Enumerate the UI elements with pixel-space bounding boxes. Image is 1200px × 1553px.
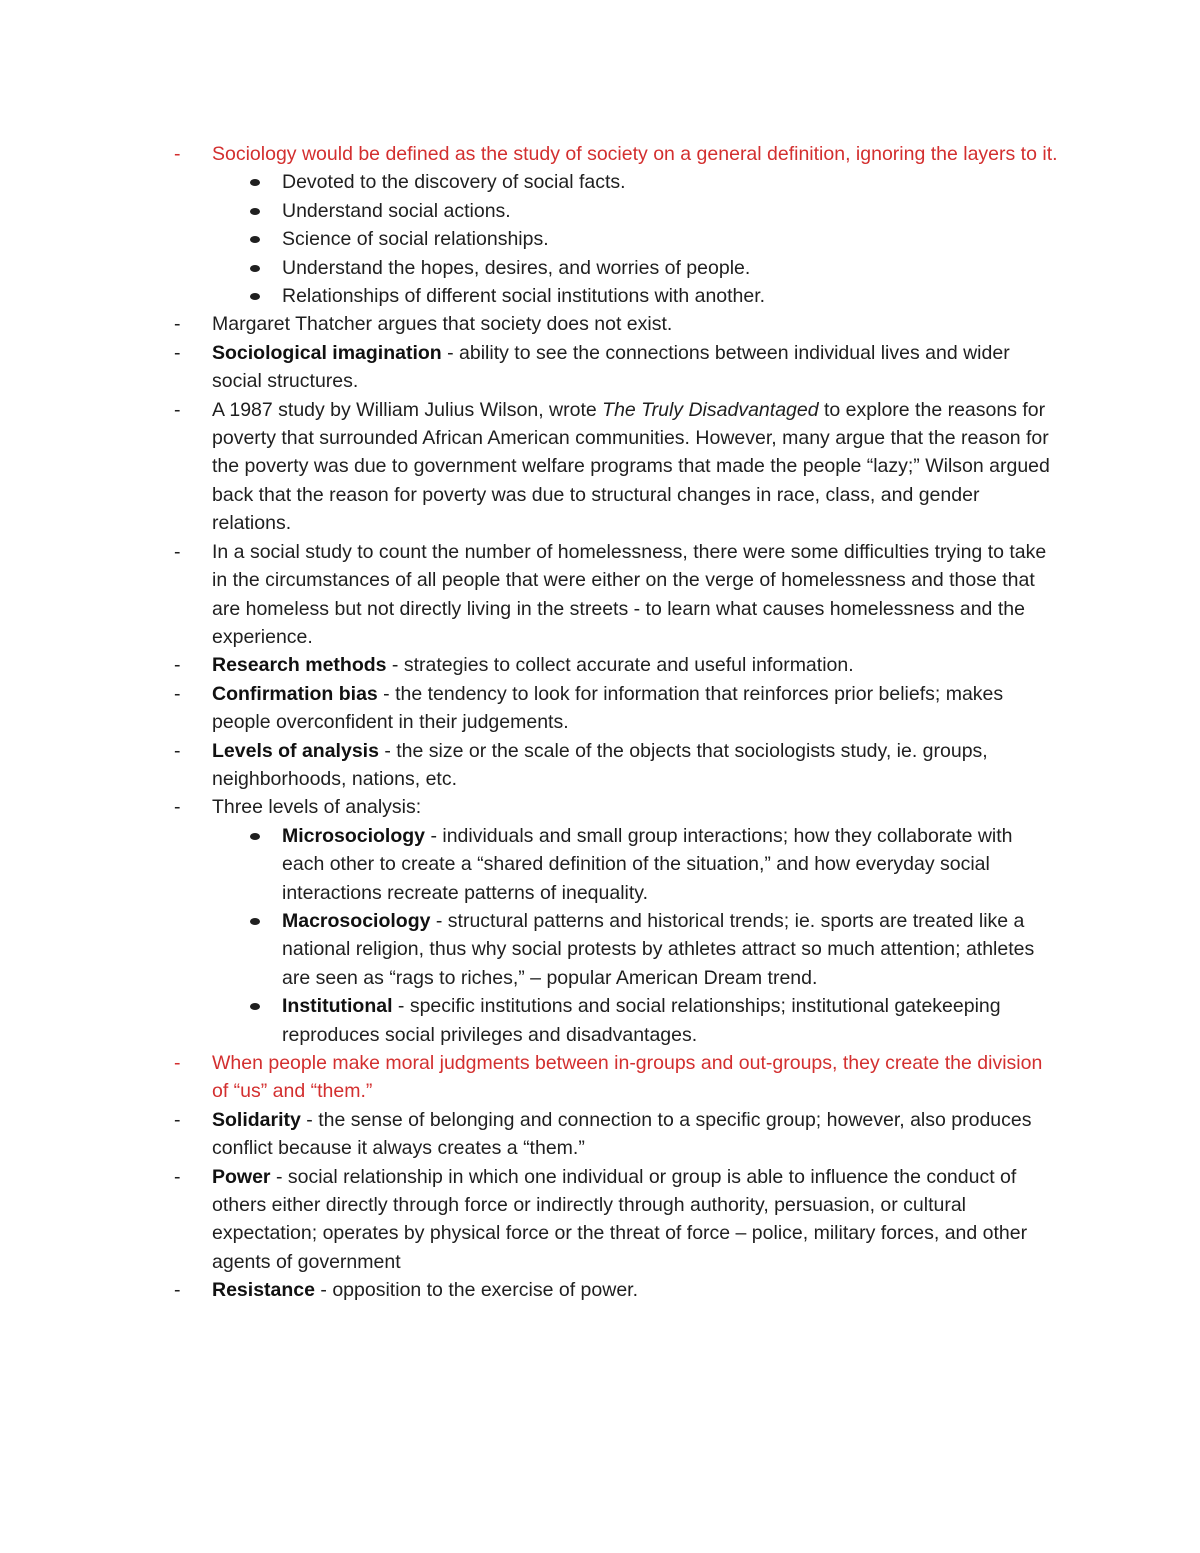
list-item bbox=[0, 680, 1200, 737]
dash-marker: - bbox=[174, 143, 181, 165]
definition-text: - social relationship in which one individual or group is able to influence the conduct of others either directly through force or indirectly through authority, persuasion, or cultural expectation; operates by physical force or the threat of force – police, military forces, and other agents of government bbox=[212, 1165, 1028, 1273]
item-text-before: A 1987 study by William Julius Wilson, wrote bbox=[212, 398, 603, 421]
list-item bbox=[0, 140, 1200, 168]
sub-list-item bbox=[0, 282, 1200, 310]
item-text: When people make moral judgments between in-groups and out-groups, they create the division of “us” and “them.” bbox=[212, 1052, 1043, 1103]
list-item bbox=[0, 1163, 1200, 1277]
definition-text: - the tendency to look for information that reinforces prior beliefs; makes people overconfident in their judgements. bbox=[212, 682, 1004, 734]
dash-marker: - bbox=[174, 341, 181, 364]
dash-marker: - bbox=[174, 1165, 181, 1188]
document-page bbox=[0, 140, 1200, 1305]
bullet-icon bbox=[250, 179, 260, 186]
list-item bbox=[0, 737, 1200, 794]
item-text: In a social study to count the number of homelessness, there were some difficulties trying to take in the circumstances of all people that were either on the verge of homelessness and those that are homeless but not directly living in the streets - to learn what causes homelessness and the experience. bbox=[212, 540, 1047, 648]
term-label: Solidarity bbox=[212, 1108, 301, 1131]
list-item bbox=[0, 339, 1200, 396]
term-label: Power bbox=[212, 1165, 271, 1188]
sub-list-item bbox=[0, 254, 1200, 282]
list-item bbox=[0, 1049, 1200, 1106]
dash-marker: - bbox=[174, 313, 181, 336]
term-label: Confirmation bias bbox=[212, 682, 378, 705]
item-text: Margaret Thatcher argues that society does not exist. bbox=[212, 313, 673, 336]
bullet-icon bbox=[250, 1003, 260, 1010]
dash-marker: - bbox=[174, 682, 181, 705]
bullet-icon bbox=[250, 833, 260, 840]
term-label: Levels of analysis bbox=[212, 739, 379, 762]
term-label: Macrosociology bbox=[282, 909, 431, 932]
item-text: Three levels of analysis: bbox=[212, 796, 422, 819]
list-item bbox=[0, 793, 1200, 821]
dash-marker: - bbox=[174, 398, 181, 421]
bullet-icon bbox=[250, 918, 260, 925]
sub-list-item bbox=[0, 992, 1200, 1049]
definition-text: - the sense of belonging and connection to a specific group; however, also produces conflict because it always creates a “them.” bbox=[212, 1108, 1032, 1160]
list-item bbox=[0, 538, 1200, 652]
item-text-after: to explore the reasons for poverty that surrounded African American communities. However, many argue that the reason for the poverty was due to government welfare programs that made the people “lazy;” Wilson argued back that the reason for poverty was due to structural changes in race, class, and gender relations. bbox=[212, 398, 1050, 535]
definition-text: - the size or the scale of the objects that sociologists study, ie. groups, neighborhoods, nations, etc. bbox=[212, 739, 988, 790]
list-item bbox=[0, 396, 1200, 538]
definition-text: - ability to see the connections between individual lives and wider social structures. bbox=[212, 341, 1010, 393]
dash-marker: - bbox=[174, 540, 181, 563]
bullet-icon bbox=[250, 236, 260, 243]
bullet-icon bbox=[250, 293, 260, 300]
term-label: Resistance bbox=[212, 1279, 315, 1302]
sub-list-item bbox=[0, 907, 1200, 992]
bullet-icon bbox=[250, 208, 260, 215]
sub-item-text: Relationships of different social institutions with another. bbox=[282, 285, 766, 308]
definition-text: - opposition to the exercise of power. bbox=[314, 1279, 639, 1302]
list-item bbox=[0, 1106, 1200, 1163]
sub-item-text: Understand social actions. bbox=[282, 199, 511, 222]
sub-item-text: Science of social relationships. bbox=[282, 228, 549, 251]
list-item bbox=[0, 1276, 1200, 1304]
definition-text: - individuals and small group interactions; how they collaborate with each other to create a “shared definition of the situation,” and how everyday social interactions recreate patterns of inequality. bbox=[282, 824, 1013, 904]
bullet-icon bbox=[250, 265, 260, 272]
book-title: The Truly Disadvantaged bbox=[602, 398, 819, 421]
sub-item-text: Devoted to the discovery of social facts. bbox=[282, 171, 626, 194]
definition-text: - structural patterns and historical trends; ie. sports are treated like a national religion, thus why social protests by athletes attract so much attention; athletes are seen as “rags to riches,” – popular American Dream trend. bbox=[282, 909, 1035, 989]
sub-list-item bbox=[0, 168, 1200, 196]
dash-marker: - bbox=[174, 1279, 181, 1302]
term-label: Sociological imagination bbox=[212, 341, 442, 364]
term-label: Institutional bbox=[282, 995, 393, 1018]
item-text: Sociology would be defined as the study of society on a general definition, ignoring the layers to it. bbox=[212, 143, 1058, 165]
list-item bbox=[0, 651, 1200, 679]
definition-text: - strategies to collect accurate and useful information. bbox=[386, 654, 854, 677]
dash-marker: - bbox=[174, 1108, 181, 1131]
dash-marker: - bbox=[174, 739, 181, 762]
sub-list-item bbox=[0, 197, 1200, 225]
term-label: Microsociology bbox=[282, 824, 426, 847]
sub-list-item bbox=[0, 822, 1200, 907]
dash-marker: - bbox=[174, 654, 181, 677]
sub-item-text: Understand the hopes, desires, and worries of people. bbox=[282, 256, 751, 279]
term-label: Research methods bbox=[212, 654, 387, 677]
dash-marker: - bbox=[174, 1052, 181, 1074]
list-item bbox=[0, 310, 1200, 338]
dash-marker: - bbox=[174, 796, 181, 819]
sub-list-item bbox=[0, 225, 1200, 253]
definition-text: - specific institutions and social relationships; institutional gatekeeping reproduces social privileges and disadvantages. bbox=[282, 995, 1001, 1046]
